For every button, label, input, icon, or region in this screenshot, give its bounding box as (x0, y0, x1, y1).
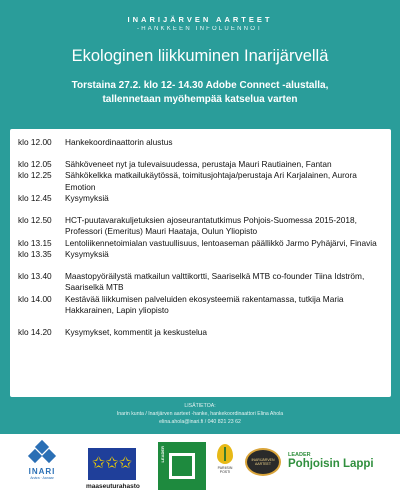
agenda-description: Kestävää liikkumisen palveluiden ekosysteemiä rakentamassa, tutkija Maria Hakkarainen, Lapin yliopisto (65, 293, 344, 315)
agenda-row (18, 159, 383, 171)
agenda-time: klo 12.45 (18, 193, 52, 203)
agenda-description: Kysymyksiä (65, 193, 109, 203)
eu-stars: ✩✩✩ (91, 455, 133, 472)
pohjoisin-lappi-leader-tag: LEADER (288, 452, 311, 458)
agenda-time: klo 12.05 (18, 158, 52, 169)
agenda-time: klo 12.25 (18, 170, 52, 180)
agenda-description: Kysymykset, kommentit ja keskustelua (65, 326, 208, 337)
agenda-row (18, 238, 383, 250)
agenda-row (18, 137, 383, 149)
leaf-icon (217, 444, 233, 464)
contact-heading: LISÄTIETOA: (184, 403, 216, 409)
agenda-row (18, 215, 383, 238)
agenda-card (10, 129, 391, 397)
event-title: Ekologinen liikkuminen Inarijärvellä (71, 47, 329, 65)
agenda-description: Sähköveneet nyt ja tulevaisuudessa, perustaja Mauri Rautiainen, Fantan (65, 158, 332, 169)
event-time-line-2: tallennetaan myöhempää katselua varten (102, 94, 298, 105)
header (0, 0, 400, 125)
contact-organisation: Inarin kunta / Inarijärven aarteet -hanke, hankekoordinaattori Elina Ahola (116, 411, 284, 417)
pariisin-posti-logo (214, 444, 236, 478)
brand-subtitle: -HANKKEEN INFOLUENNOT (137, 26, 263, 32)
agenda-time: klo 14.00 (18, 293, 52, 304)
agenda-time: klo 13.40 (18, 270, 52, 281)
brand-title: INARIJÄRVEN AARTEET (127, 15, 273, 24)
leader-square-icon (169, 453, 195, 479)
agenda-row (18, 249, 383, 261)
agenda-time: klo 13.15 (18, 237, 52, 248)
pohjoisin-lappi-logo (288, 452, 392, 471)
inarijarven-aarteet-logo (245, 448, 281, 476)
maaseuturahasto-label: maaseuturahasto (86, 483, 140, 490)
agenda-description: Hankekoordinaattorin alustus (65, 137, 173, 147)
inari-logo (18, 442, 66, 490)
agenda-time: klo 12.00 (18, 137, 52, 147)
agenda-description: Kysymyksiä (65, 249, 109, 259)
agenda-description: Maastopyöräilystä matkailun valttikortti, Saariselkä MTB co-founder Tiina Idström, Saariselkä MTB (65, 270, 365, 292)
agenda-row (18, 271, 383, 294)
agenda-row (18, 294, 383, 317)
pohjoisin-lappi-name: Pohjoisin Lappi (288, 458, 374, 470)
logo-strip (0, 434, 400, 500)
agenda-description: Sähkökelkka matkailukäytössä, toimitusjohtaja/perustaja Ari Karjalainen, Aurora Emotion (65, 170, 357, 192)
agenda-time: klo 12.50 (18, 214, 52, 225)
agenda-description: HCT-puutavarakuljetuksien ajoseurantatutkimus Pohjois-Suomessa 2015-2018, Professori (Emeritus) Mauri Haataja, Oulun Yliopisto (65, 214, 357, 236)
agenda-time: klo 14.20 (18, 326, 52, 337)
inari-mark-icon (27, 442, 57, 466)
agenda-time: klo 13.35 (18, 249, 52, 259)
agenda-row (18, 170, 383, 193)
contact-email-phone: elina.ahola@inari.fi / 040 821 23 62 (159, 419, 241, 425)
agenda-description: Lentoliikennetoimialan vastuullisuus, lentoaseman päällikkö Jarmo Pyhäjärvi, Finavia (65, 237, 377, 248)
contact-info (0, 402, 400, 426)
agenda-row (18, 327, 383, 339)
leader-logo (158, 442, 206, 490)
inari-logo-tagline: Anára · Aanaar (30, 476, 54, 480)
pariisin-posti-caption: PARIISIN POSTI (217, 466, 233, 474)
agenda-row (18, 193, 383, 205)
eu-flag-icon (88, 448, 136, 480)
event-time-line-1: Torstaina 27.2. klo 12- 14.30 Adobe Connect -alustalla, (71, 80, 329, 91)
inari-logo-name: INARI (28, 467, 56, 476)
aarteet-logo-caption: INARIJÄRVEN AARTEET (251, 458, 275, 466)
leader-vertical-label: LEADER (160, 446, 165, 463)
